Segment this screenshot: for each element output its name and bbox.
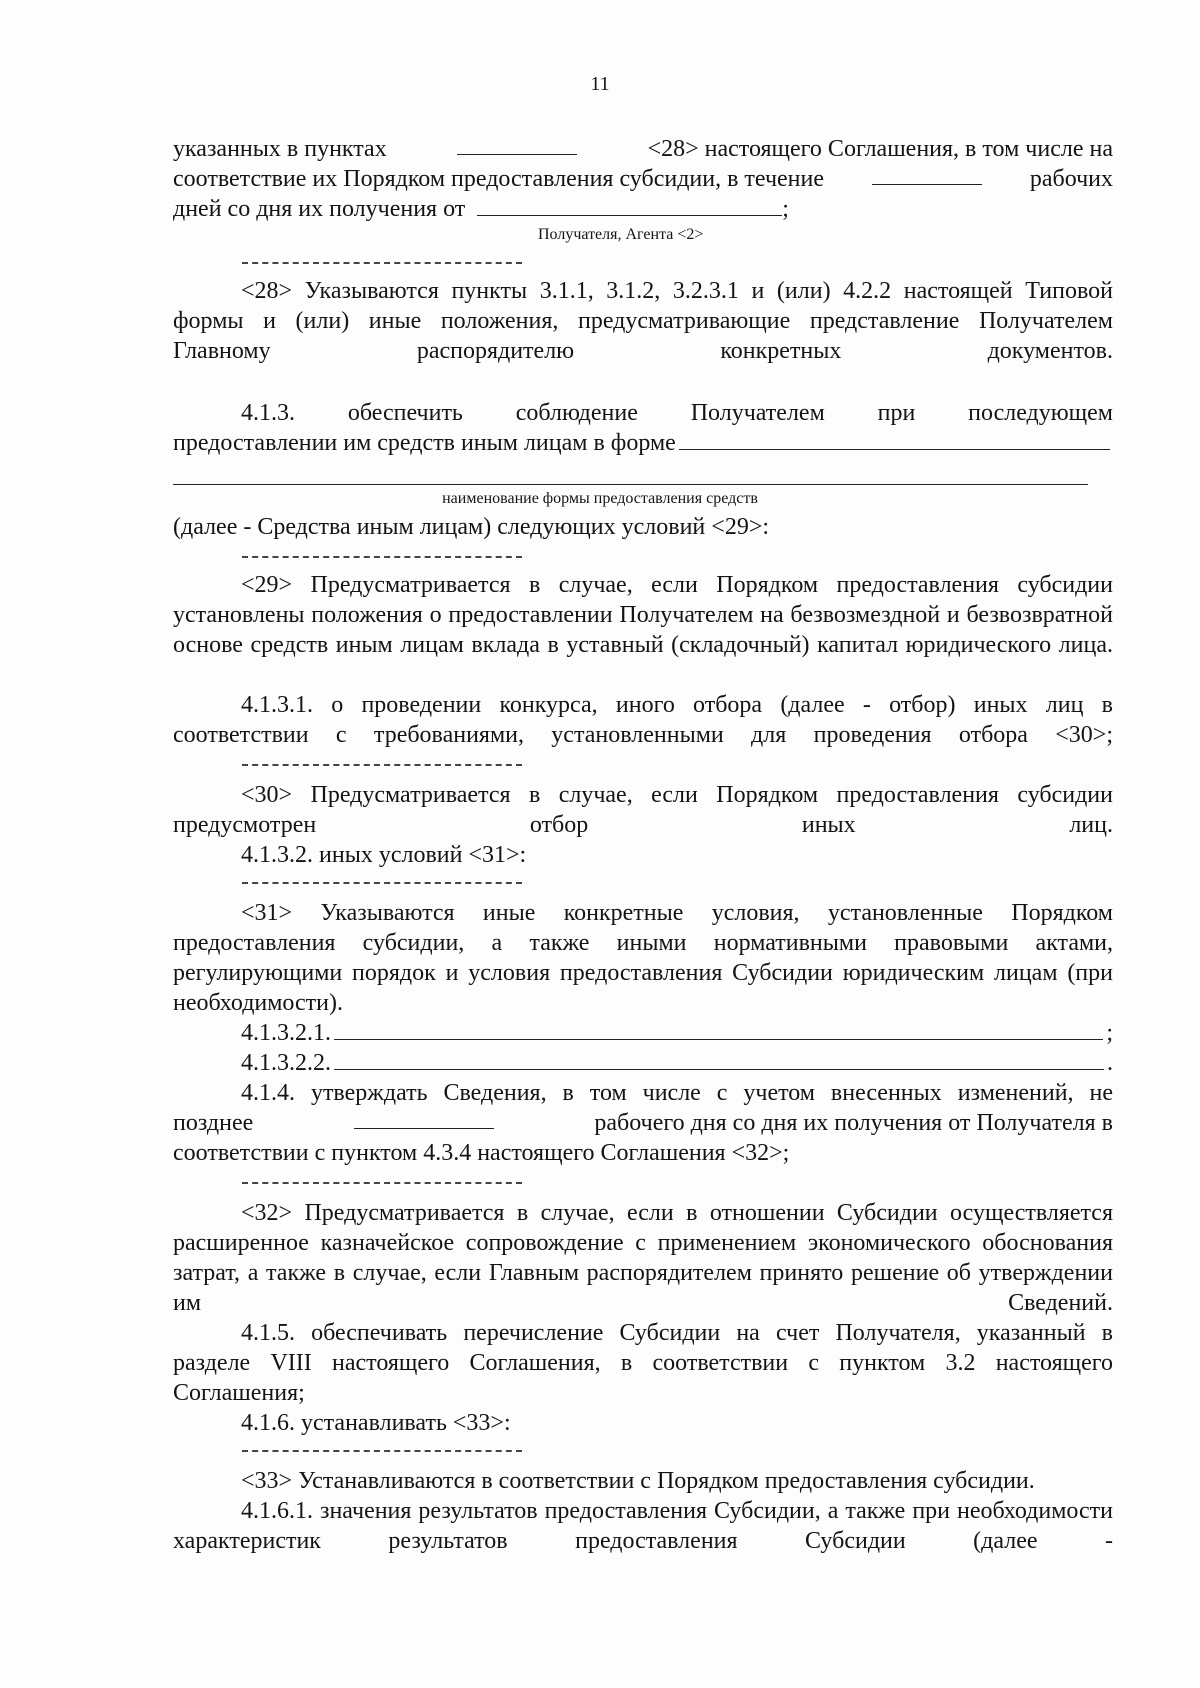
footnote-31: <31> Указываются иные конкретные условия, установленные Порядком предоставления субсидии, а также иными нормативными правовыми актами, регулирующими порядок и условия предоставления Субсидии юридическим лицам (при необходимости).: [173, 900, 1113, 1016]
separator: [242, 1182, 522, 1184]
paragraph-4-1-6: 4.1.6. устанавливать <33>:: [241, 1410, 511, 1436]
intro-line-1: указанных в пунктах <28> настоящего Соглашения, в том числе на: [173, 136, 1113, 162]
caption-recipient: Получателя, Агента <2>: [538, 226, 704, 243]
blank-field: [477, 195, 782, 216]
page-number: 11: [590, 73, 610, 95]
footnote-30: <30> Предусматривается в случае, если Порядком предоставления субсидии предусмотрен отбор иных лиц.: [173, 782, 1113, 838]
paragraph-4-1-4: 4.1.4. утверждать Сведения, в том числе с учетом внесенных изменений, не позднее рабочего дня со дня их получения от Получателя в соответствии с пунктом 4.3.4 настоящего Соглашения <32>;: [173, 1080, 1113, 1166]
blank-field: [872, 164, 982, 185]
footnote-28: <28> Указываются пункты 3.1.1, 3.1.2, 3.2.3.1 и (или) 4.2.2 настоящей Типовой формы и (или) иные положения, предусматривающие представление Получателем Главному распорядителю конкретных документов.: [173, 278, 1113, 364]
footnote-29: <29> Предусматривается в случае, если Порядком предоставления субсидии установлены положения о предоставлении Получателем на безвозмездной и безвозвратной основе средств иным лицам вклада в уставный (складочный) капитал юридического лица.: [173, 572, 1113, 658]
blank-field: [679, 429, 1110, 450]
intro-line-3: дней со дня их получения от ;: [173, 196, 789, 222]
p413-line-3: (далее - Средства иным лицам) следующих условий <29>:: [173, 514, 770, 540]
paragraph-4-1-3-1: 4.1.3.1. о проведении конкурса, иного отбора (далее - отбор) иных лиц в соответствии с требованиями, установленными для проведения отбора <30>;: [173, 692, 1113, 748]
intro-paragraph: [173, 134, 1113, 224]
separator: [242, 1450, 522, 1452]
intro-line-2: соответствие их Порядком предоставления субсидии, в течение рабочих: [173, 166, 1113, 192]
blank-field: [334, 1019, 1103, 1040]
paragraph-4-1-3-2-2: 4.1.3.2.2. .: [241, 1050, 1113, 1076]
paragraph-4-1-3-2-1: 4.1.3.2.1. ;: [241, 1020, 1113, 1046]
blank-field: [334, 1049, 1104, 1070]
footnote-32: <32> Предусматривается в случае, если в отношении Субсидии осуществляется расширенное казначейское сопровождение с применением экономического обоснования затрат, а также в случае, если Главным распорядителем принято решение об утверждении им Сведений.: [173, 1200, 1113, 1316]
paragraph-4-1-3-2: 4.1.3.2. иных условий <31>:: [241, 842, 527, 868]
paragraph-4-1-3: [173, 398, 1113, 458]
separator: [242, 882, 522, 884]
p413-line-1: 4.1.3. обеспечить соблюдение Получателем при последующем: [241, 400, 1113, 426]
caption-form-name: наименование формы предоставления средств: [442, 490, 758, 507]
p413-line-2: предоставлении им средств иным лицам в форме: [173, 428, 1113, 458]
separator: [242, 262, 522, 264]
separator: [242, 556, 522, 558]
blank-field: [457, 134, 577, 155]
blank-field: [354, 1108, 494, 1129]
paragraph-4-1-6-1: 4.1.6.1. значения результатов предоставления Субсидии, а также при необходимости характеристик результатов предоставления Субсидии (далее -: [173, 1498, 1113, 1554]
paragraph-4-1-5: 4.1.5. обеспечивать перечисление Субсидии на счет Получателя, указанный в разделе VIII настоящего Соглашения, в соответствии с пунктом 3.2 настоящего Соглашения;: [173, 1320, 1113, 1406]
footnote-33: <33> Устанавливаются в соответствии с Порядком предоставления субсидии.: [241, 1468, 1035, 1494]
separator: [242, 764, 522, 766]
form-line: [173, 484, 1088, 485]
